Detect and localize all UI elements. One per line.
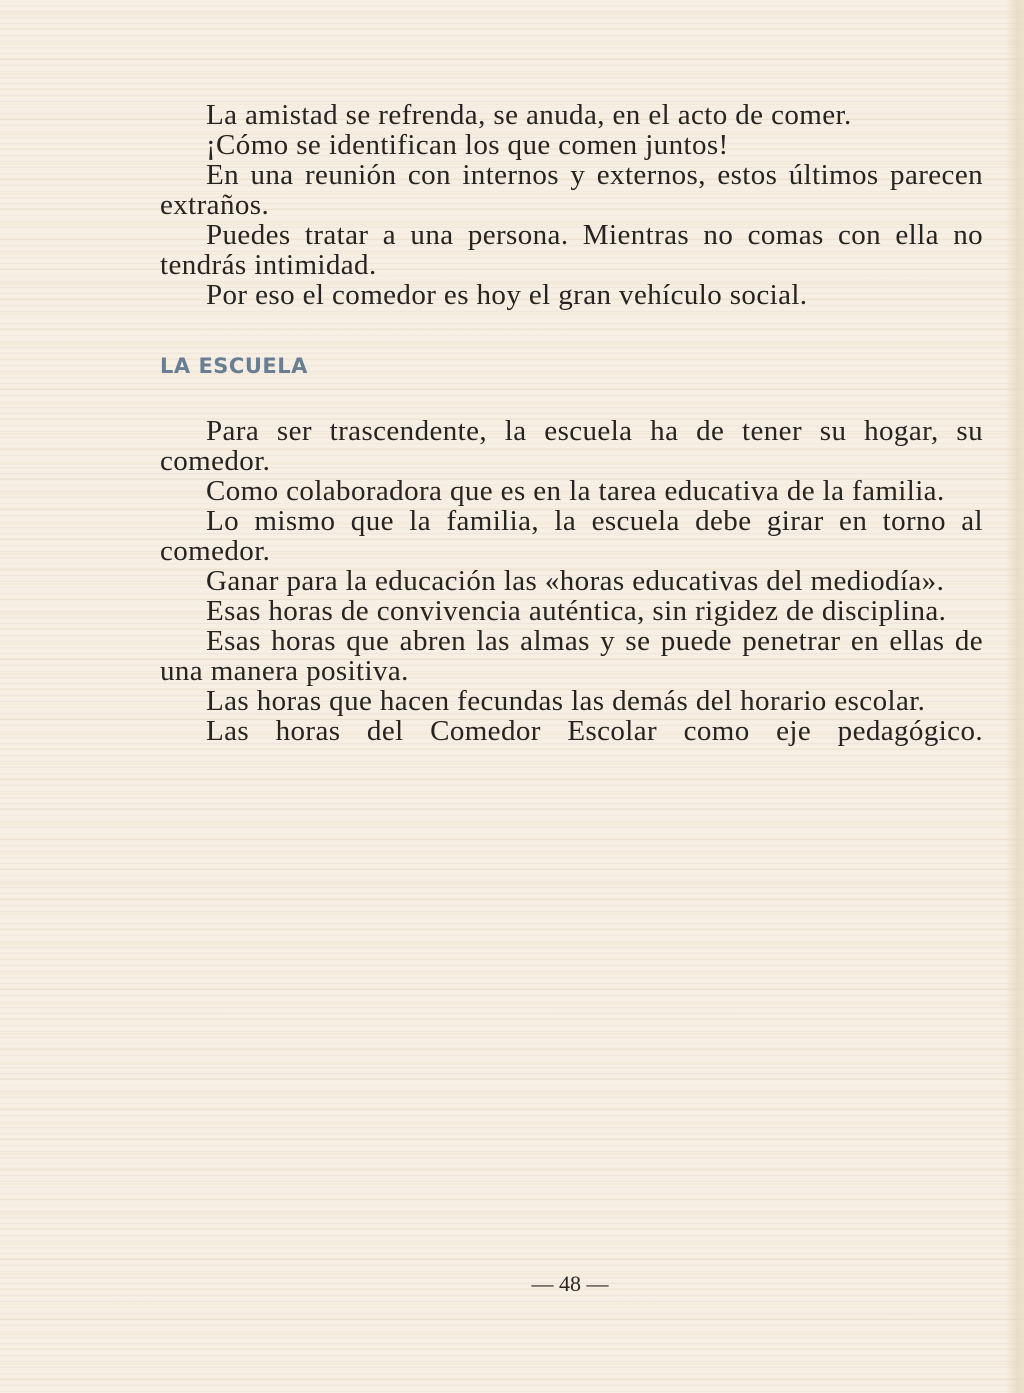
school-text (160, 416, 983, 746)
paragraph: Lo mismo que la familia, la escuela debe girar en torno al comedor. (160, 505, 983, 567)
paragraph: Las horas del Comedor Escolar como eje pedagógico. (206, 715, 983, 747)
paragraph: La amistad se refrenda, se anuda, en el acto de comer. (206, 99, 852, 131)
page-edge-shadow (1006, 0, 1024, 1393)
intro-text (160, 100, 983, 310)
paragraph: Esas horas de convivencia auténtica, sin rigidez de disciplina. (206, 595, 947, 627)
paragraph: Ganar para la educación las «horas educativas del mediodía». (206, 565, 945, 597)
paragraph: Las horas que hacen fecundas las demás del horario escolar. (206, 685, 926, 717)
paragraph: Puedes tratar a una persona. Mientras no comas con ella no tendrás intimidad. (160, 219, 983, 281)
page-number: — 48 — (531, 1271, 609, 1296)
paragraph: Como colaboradora que es en la tarea educativa de la familia. (206, 475, 945, 507)
paragraph: ¡Cómo se identifican los que comen juntos! (206, 129, 729, 161)
paragraph: Para ser trascendente, la escuela ha de tener su hogar, su comedor. (160, 415, 983, 477)
paragraph: Esas horas que abren las almas y se puede penetrar en ellas de una manera positiva. (160, 625, 983, 687)
paragraph: Por eso el comedor es hoy el gran vehículo social. (206, 279, 808, 311)
paragraph: En una reunión con internos y externos, estos últimos parecen extraños. (160, 159, 983, 221)
section-heading: LA ESCUELA (160, 354, 308, 378)
